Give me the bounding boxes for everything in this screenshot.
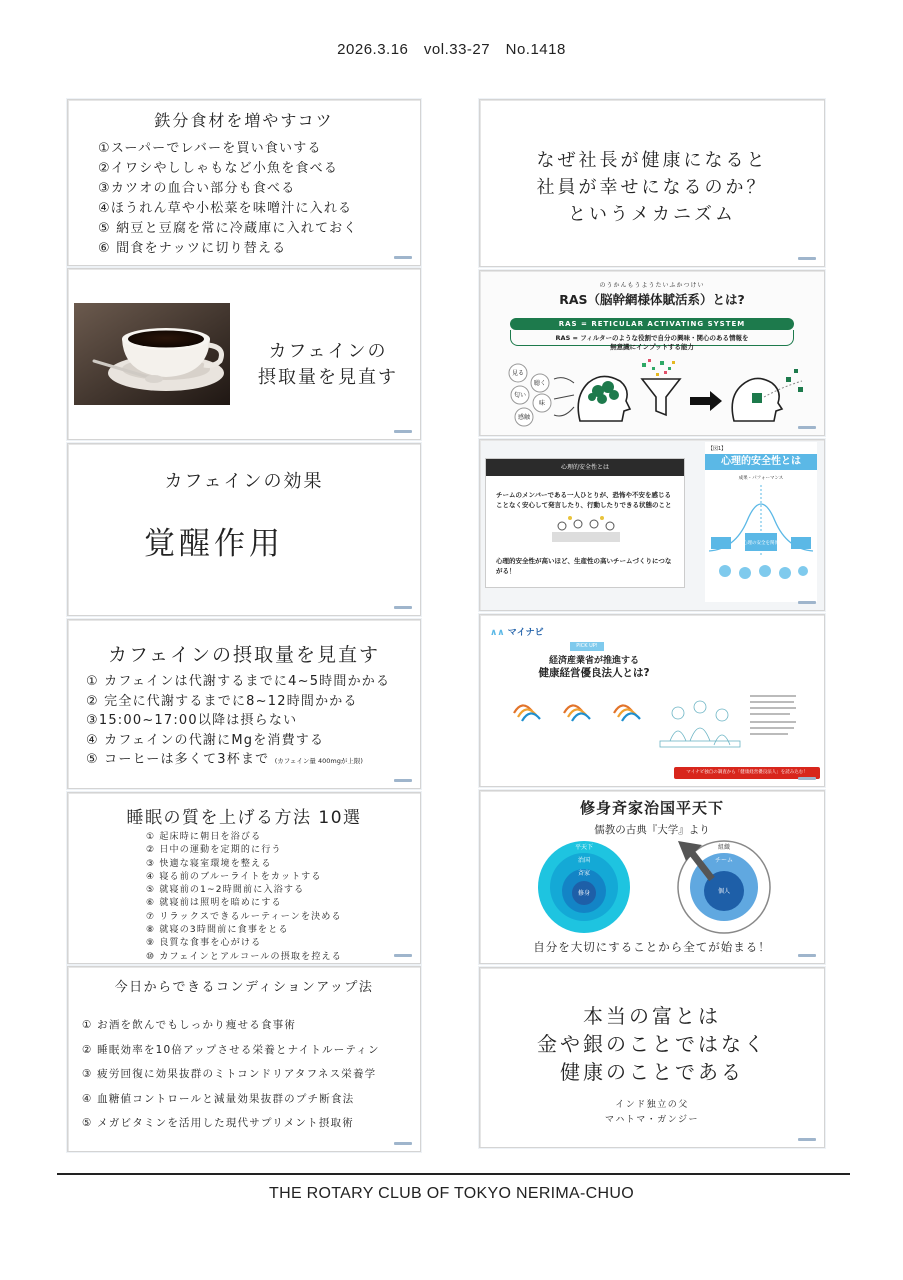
psych-right-title: 心理的安全性とは [705, 454, 817, 470]
ring-label: 平天下 [574, 844, 594, 851]
ring-label: 治国 [577, 857, 591, 864]
slide-title: 睡眠の質を上げる方法 10選 [126, 808, 362, 828]
club-name-footer: THE ROTARY CLUB OF TOKYO NERIMA-CHUO [269, 1185, 634, 1202]
list-item: ④ 血糖値コントロールと減量効果抜群のプチ断食法 [82, 1092, 355, 1105]
slide-ras [479, 270, 825, 436]
rings-diagram [480, 835, 825, 945]
sense-label: 見る [511, 370, 525, 377]
ring-label: 個人 [717, 888, 731, 895]
quote-attribution: マハトマ・ガンジー [604, 1115, 699, 1125]
psych-left-foot: 心理的安全性が高いほど、生産性の高いチームづくりにつながる！ [496, 557, 672, 575]
sense-label: 匂い [513, 392, 527, 399]
list-item: ④ 寝る前のブルーライトをカットする [146, 871, 322, 882]
psych-left-card [485, 458, 685, 588]
psych-left-body: チームのメンバーである一人ひとりが、恐怖や不安を感じることなく安心して発言したり、行動したりできる状態のこと [496, 491, 672, 509]
slide-big-text: 覚醒作用 [144, 526, 284, 562]
list-item: ⑨ 良質な食事を心がける [146, 938, 262, 949]
list-item-text: ⑤ コーヒーは多くて3杯まで [86, 752, 270, 767]
slide-line: というメカニズム [568, 204, 736, 225]
ras-desc: RAS = フィルターのような役割で自分の興味・関心のある情報を [555, 334, 749, 342]
sense-label: 聴く [533, 380, 547, 387]
slide-sleep [67, 792, 421, 964]
list-item: ⑩ カフェインとアルコールの摂取を控える [146, 951, 342, 962]
list-item: ② 睡眠効率を10倍アップさせる栄養とナイトルーティン [82, 1043, 380, 1056]
ras-band: RAS = RETICULAR ACTIVATING SYSTEM [510, 318, 794, 330]
slide-line: 摂取量を見直す [258, 367, 398, 388]
ring-label: 斉家 [577, 870, 591, 877]
sense-label: 感触 [517, 414, 531, 421]
slide-why-ceo [479, 99, 825, 267]
slide-line: 社員が幸せになるのか？ [536, 177, 768, 198]
slide-confucian [479, 790, 825, 964]
condition-list [82, 1013, 420, 1136]
quote-attribution: インド独立の父 [615, 1100, 689, 1110]
list-item: ⑤ 就寝前の1~2時間前に入浴する [146, 885, 305, 896]
psych-fig-tag: 【図1】 [708, 446, 727, 452]
list-item: ⑥ 就寝前は照明を暗めにする [146, 898, 282, 909]
list-item: ⑦ リラックスできるルーティーンを決める [146, 911, 342, 922]
caffeine-list [86, 672, 420, 772]
bell-curve [705, 481, 817, 586]
ring-label: 組織 [717, 844, 731, 851]
pickup-tag: PICK UP! [570, 642, 604, 651]
list-item [86, 750, 420, 772]
list-item: ①スーパーでレバーを買い食いする [98, 141, 322, 156]
quote-line: 本当の富とは [583, 1004, 721, 1028]
health-title: 経済産業省が推進する [548, 656, 639, 666]
list-item: ④ カフェインの代謝にMgを消費する [86, 732, 325, 748]
issue-header: 2026.3.16 vol.33-27 No.1418 [337, 41, 566, 58]
ras-desc: 無意識にインプットする能力 [610, 343, 694, 351]
slide-iron-tips [67, 99, 421, 266]
list-item: ③15:00~17:00以降は摂らない [86, 713, 298, 728]
list-item: ① お酒を飲んでもしっかり痩せる食事術 [82, 1019, 297, 1031]
list-item: ② 日中の運動を定期的に行う [146, 845, 282, 856]
psych-curve-label: 成果・パフォーマンス [738, 476, 784, 481]
list-item: ⑥ 間食をナッツに切り替える [98, 241, 287, 256]
slide-line: なぜ社長が健康になると [536, 150, 768, 171]
slide-health-management [479, 614, 825, 787]
list-item: ②イワシやししゃもなど小魚を食べる [98, 161, 339, 176]
brand-logo: ∧∧ マイナビ [490, 628, 544, 638]
ring-label: チーム [714, 857, 734, 864]
psych-left-title: 心理的安全性とは [486, 459, 684, 476]
psych-center-label: 心理の安全を関係 [743, 541, 779, 546]
quote-line: 金や銀のことではなく [537, 1032, 767, 1056]
sleep-list [146, 831, 420, 964]
slide-title: カフェインの効果 [164, 471, 324, 492]
health-title: 健康経営優良法人とは? [538, 667, 650, 679]
sense-label: 味 [538, 400, 546, 407]
list-item: ③ 快適な寝室環境を整える [146, 858, 272, 869]
ring-label: 修身 [577, 890, 591, 897]
slide-footnote: 自分を大切にすることから全てが始まる！ [533, 940, 771, 954]
psych-right-card [705, 442, 817, 602]
ras-ruby: のうかんもうようたいふかつけい [599, 282, 705, 289]
list-item: ③カツオの血合い部分も食べる [98, 181, 296, 196]
slide-subtitle: 儒教の古典『大学』より [594, 824, 710, 836]
slide-caffeine-effect [67, 443, 421, 616]
list-item: ④ほうれん草や小松菜を味噌汁に入れる [98, 201, 353, 216]
coffee-cup-image [74, 303, 230, 405]
health-illustration [510, 691, 800, 759]
slide-line: カフェインの [268, 341, 388, 362]
slide-condition [67, 966, 421, 1152]
slide-caffeine-intake [67, 268, 421, 440]
list-item: ⑤ 納豆と豆腐を常に冷蔵庫に入れておく [98, 221, 358, 236]
slide-title: 鉄分食材を増やすコツ [154, 111, 334, 130]
slide-caffeine-review [67, 619, 421, 789]
list-item: ③ 疲労回復に効果抜群のミトコンドリアタフネス栄養学 [82, 1068, 377, 1080]
quote-line: 健康のことである [560, 1060, 744, 1084]
list-item: ⑤ メガビタミンを活用した現代サプリメント摂取術 [82, 1117, 354, 1129]
slide-title: カフェインの摂取量を見直す [107, 644, 381, 666]
ras-title: RAS（脳幹網様体賦活系）とは? [559, 292, 745, 307]
iron-list [98, 139, 420, 259]
list-item: ① 起床時に朝日を浴びる [146, 832, 262, 842]
list-item: ② 完全に代謝するまでに8~12時間かかる [86, 693, 358, 709]
slide-title: 今日からできるコンディションアップ法 [114, 980, 374, 995]
list-item-note: (カフェイン量 400mgが上限) [274, 757, 363, 765]
list-item: ⑧ 就寝の3時間前に食事をとる [146, 925, 289, 936]
footer-divider [57, 1173, 850, 1175]
health-cta-button[interactable]: マイナビ独自の調査から「健康経営優良法人」を読み込む！ [674, 767, 820, 779]
list-item: ① カフェインは代謝するまでに4~5時間かかる [86, 674, 391, 689]
ras-diagram [502, 357, 812, 429]
team-illustration [546, 514, 626, 546]
slide-psych-safety [479, 439, 825, 611]
slide-wealth-quote [479, 967, 825, 1148]
slide-title: 修身斉家治国平天下 [579, 799, 724, 817]
